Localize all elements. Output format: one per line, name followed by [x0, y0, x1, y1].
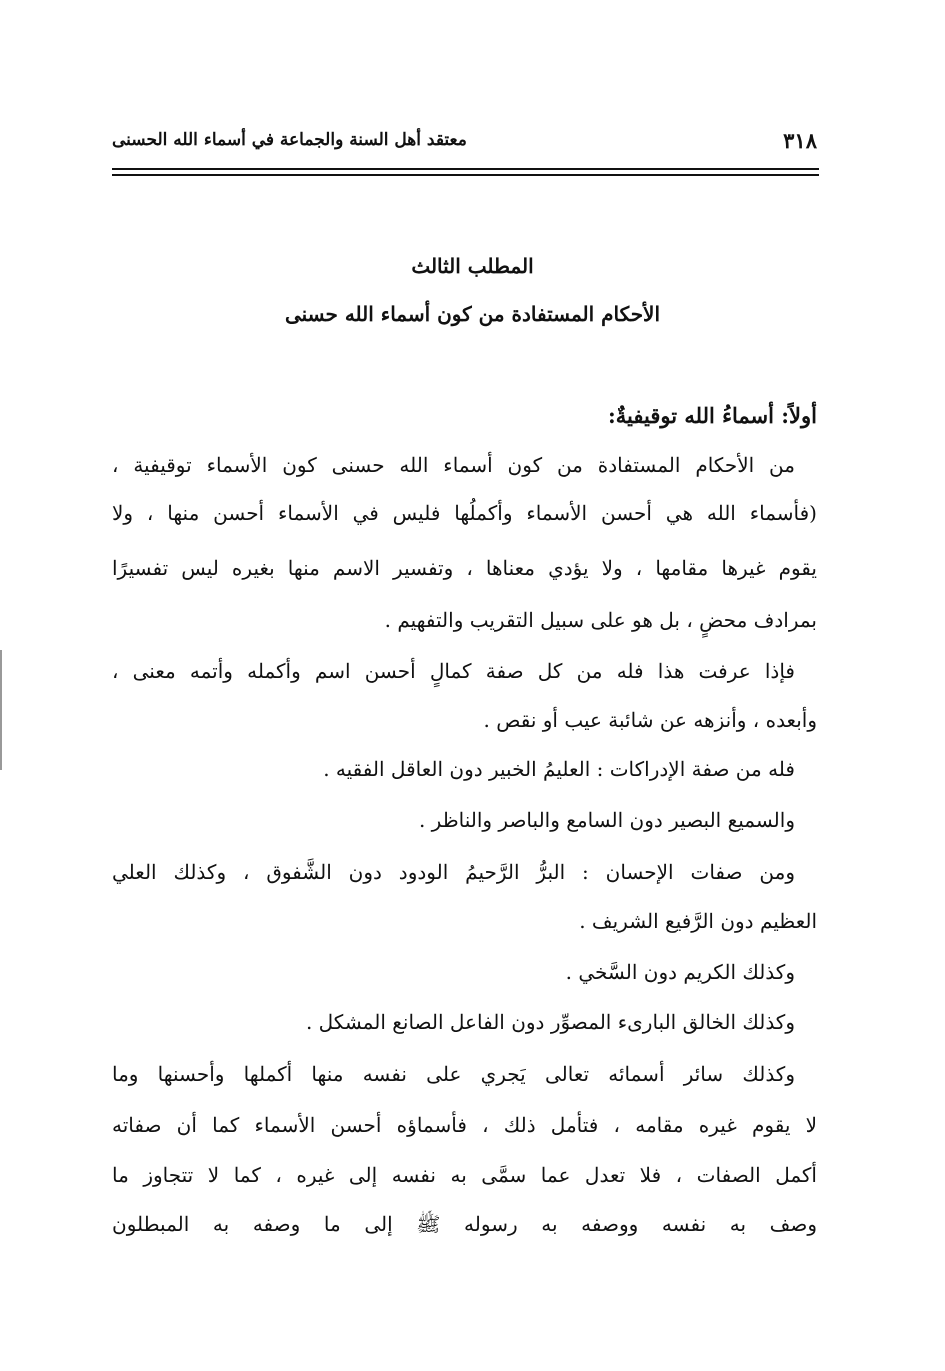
running-title: معتقد أهل السنة والجماعة في أسماء الله الحسنى [112, 130, 467, 150]
text-line: وكذلك سائر أسمائه تعالى يَجري على نفسه منها أكملها وأحسنها وما [112, 1062, 795, 1086]
page-header [112, 128, 817, 160]
subsection-heading: أولاً: أسماءُ الله توقيفيةٌ: [608, 403, 817, 428]
page-number: ٣١٨ [783, 128, 817, 153]
text-line: وصف به نفسه ووصفه به رسوله ﷺ إلى ما وصفه به المبطلون [112, 1212, 818, 1236]
page-edge-shadow [0, 650, 2, 770]
text-line: يقوم غيرها مقامها ، ولا يؤدي معناها ، وتفسير الاسم منها بغيره ليس تفسيرًا [112, 556, 817, 580]
header-rule-top [112, 168, 819, 170]
text-line: فإذا عرفت هذا فله من كل صفة كمالٍ أحسن اسم وأكمله وأتمه معنى ، [112, 659, 795, 683]
text-line: فله من صفة الإدراكات : العليمُ الخبير دون العاقل الفقيه . [323, 757, 795, 781]
text-line: لا يقوم غيره مقامه ، فتأمل ذلك ، فأسماؤه أحسن الأسماء كما أن صفاته [112, 1113, 817, 1137]
text-line: (فأسماء الله هي أحسن الأسماء وأكملُها فليس في الأسماء أحسن منها ، ولا [112, 501, 817, 525]
section-subtitle: الأحكام المستفادة من كون أسماء الله حسنى [284, 302, 661, 326]
text-line: والسميع البصير دون السامع والباصر والناظر . [418, 808, 795, 832]
text-line: وكذلك الخالق البارىء المصوِّر دون الفاعل الصانع المشكل . [305, 1010, 795, 1034]
text-line: بمرادف محضٍ ، بل هو على سبيل التقريب والتفهيم . [384, 608, 817, 632]
header-rule-bottom [112, 174, 819, 176]
text-line: من الأحكام المستفادة من كون أسماء الله حسنى كون الأسماء توقيفية ، [112, 453, 795, 477]
text-line: العظيم دون الرَّفيع الشريف . [579, 909, 817, 933]
text-line: وكذلك الكريم دون السَّخي . [565, 960, 795, 984]
text-line: أكمل الصفات ، فلا تعدل عما سمَّى به نفسه إلى غيره ، كما لا تتجاوز ما [112, 1163, 817, 1187]
text-line: ومن صفات الإحسان : البرُّ الرَّحيمُ الودود دون الشَّفوق ، وكذلك العلي [112, 860, 795, 884]
text-line: وأبعده ، وأنزهه عن شائبة عيب أو نقص . [483, 708, 817, 732]
section-title: المطلب الثالث [411, 254, 534, 278]
